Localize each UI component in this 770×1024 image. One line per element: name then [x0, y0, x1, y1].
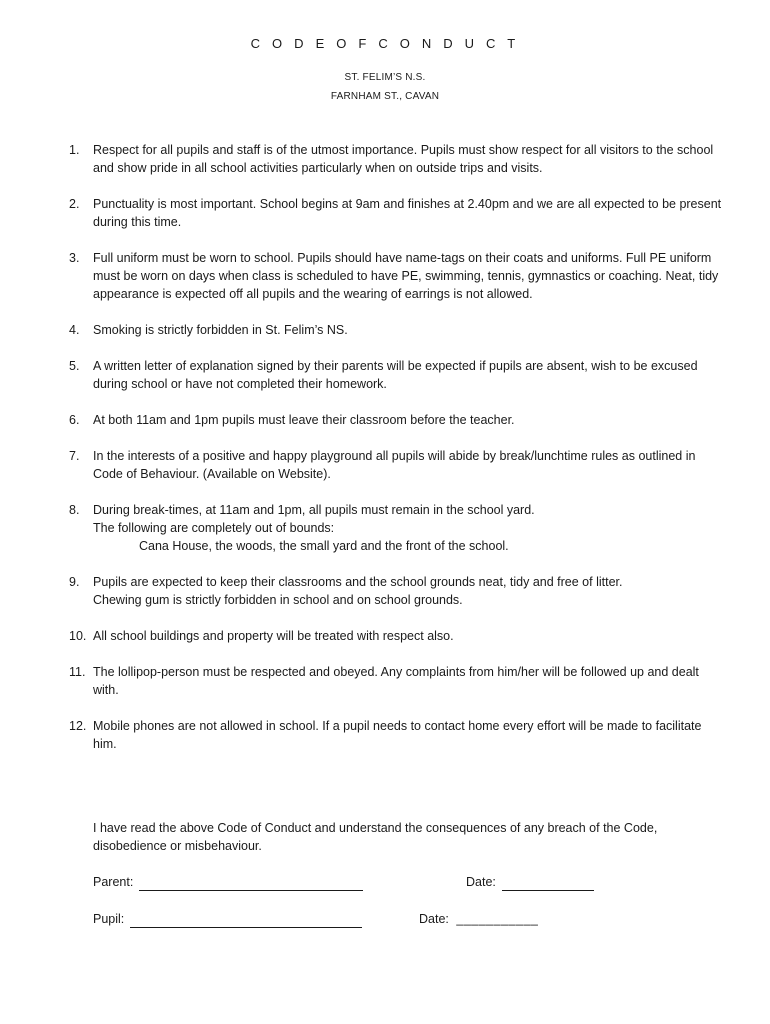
rule-text: Smoking is strictly forbidden in St. Felim’s NS. — [93, 323, 348, 337]
rule-item — [0, 501, 725, 555]
rule-text: Full uniform must be worn to school. Pupils should have name-tags on their coats and uniforms. Full PE uniform must be worn on days when class is scheduled to have PE, swimming, tennis, gymnastics or coaching. Neat, tidy appearance is expected off all pupils and the wearing of earrings is not allowed. — [93, 251, 719, 301]
rule-text: Respect for all pupils and staff is of the utmost importance. Pupils must show respect for all visitors to the school and show pride in all school activities particularly when on outside trips and visits. — [93, 143, 714, 175]
rule-number: 8. — [69, 503, 80, 517]
parent-signature-row — [93, 873, 363, 891]
pupil-date-row — [419, 910, 538, 928]
rule-number: 10. — [69, 629, 87, 643]
pupil-label: Pupil: — [93, 912, 125, 926]
rule-number: 3. — [69, 251, 80, 265]
rule-item — [0, 573, 725, 609]
document-title: C O D E O F C O N D U C T — [250, 36, 520, 51]
rule-text: In the interests of a positive and happy playground all pupils will abide by break/lunchtime rules as outlined in Code of Behaviour. (Available on Website). — [93, 449, 696, 481]
parent-date-line[interactable] — [502, 876, 594, 891]
rule-item — [0, 663, 725, 699]
rule-item — [0, 357, 725, 393]
rule-number: 11. — [69, 665, 86, 679]
pupil-date-field[interactable]: ___________ — [456, 912, 539, 926]
rule-text: Punctuality is most important. School begins at 9am and finishes at 2.40pm and we are all expected to be present during this time. — [93, 197, 722, 229]
school-address: FARNHAM ST., CAVAN — [330, 91, 440, 102]
rule-text-line: Chewing gum is strictly forbidden in school and on school grounds. — [93, 593, 463, 607]
rule-item — [0, 195, 725, 231]
rule-text: All school buildings and property will be treated with respect also. — [93, 629, 454, 643]
parent-date-row — [466, 873, 594, 891]
out-of-bounds-areas: Cana House, the woods, the small yard and the front of the school. — [139, 539, 509, 553]
rule-item — [0, 249, 725, 303]
pupil-signature-row — [93, 910, 362, 928]
rule-text: A written letter of explanation signed by their parents will be expected if pupils are absent, wish to be excused during school or have not completed their homework. — [93, 359, 698, 391]
rule-text: The lollipop-person must be respected and obeyed. Any complaints from him/her will be followed up and dealt with. — [93, 665, 699, 697]
pupil-date-label: Date: — [419, 912, 449, 926]
rule-text: At both 11am and 1pm pupils must leave their classroom before the teacher. — [93, 413, 515, 427]
rule-text: Mobile phones are not allowed in school. If a pupil needs to contact home every effort will be made to facilitate him. — [93, 719, 702, 751]
rule-number: 12. — [69, 719, 87, 733]
rule-item — [0, 141, 725, 177]
rule-item — [0, 411, 725, 429]
rule-number: 5. — [69, 359, 80, 373]
parent-label: Parent: — [93, 875, 134, 889]
rule-text-line: Pupils are expected to keep their classrooms and the school grounds neat, tidy and free of litter. — [93, 575, 623, 589]
rule-number: 9. — [69, 575, 80, 589]
rule-text-line: The following are completely out of bounds: — [93, 521, 335, 535]
rules-list — [0, 141, 770, 753]
pupil-signature-line[interactable] — [130, 913, 362, 928]
school-name: ST. FELIM’S N.S. — [344, 72, 426, 83]
parent-signature-line[interactable] — [139, 876, 363, 891]
rule-item — [0, 627, 725, 645]
rule-number: 4. — [69, 323, 80, 337]
rule-item — [0, 447, 725, 483]
rule-number: 1. — [69, 143, 80, 157]
rule-item — [0, 717, 725, 753]
rule-number: 2. — [69, 197, 80, 211]
parent-date-label: Date: — [466, 875, 496, 889]
rule-number: 7. — [69, 449, 80, 463]
acknowledgement-statement: I have read the above Code of Conduct and understand the consequences of any breach of the Code, disobedience or misbehaviour. — [93, 821, 658, 853]
rule-number: 6. — [69, 413, 80, 427]
rule-item — [0, 321, 725, 339]
rule-text-line: During break-times, at 11am and 1pm, all pupils must remain in the school yard. — [93, 503, 535, 517]
